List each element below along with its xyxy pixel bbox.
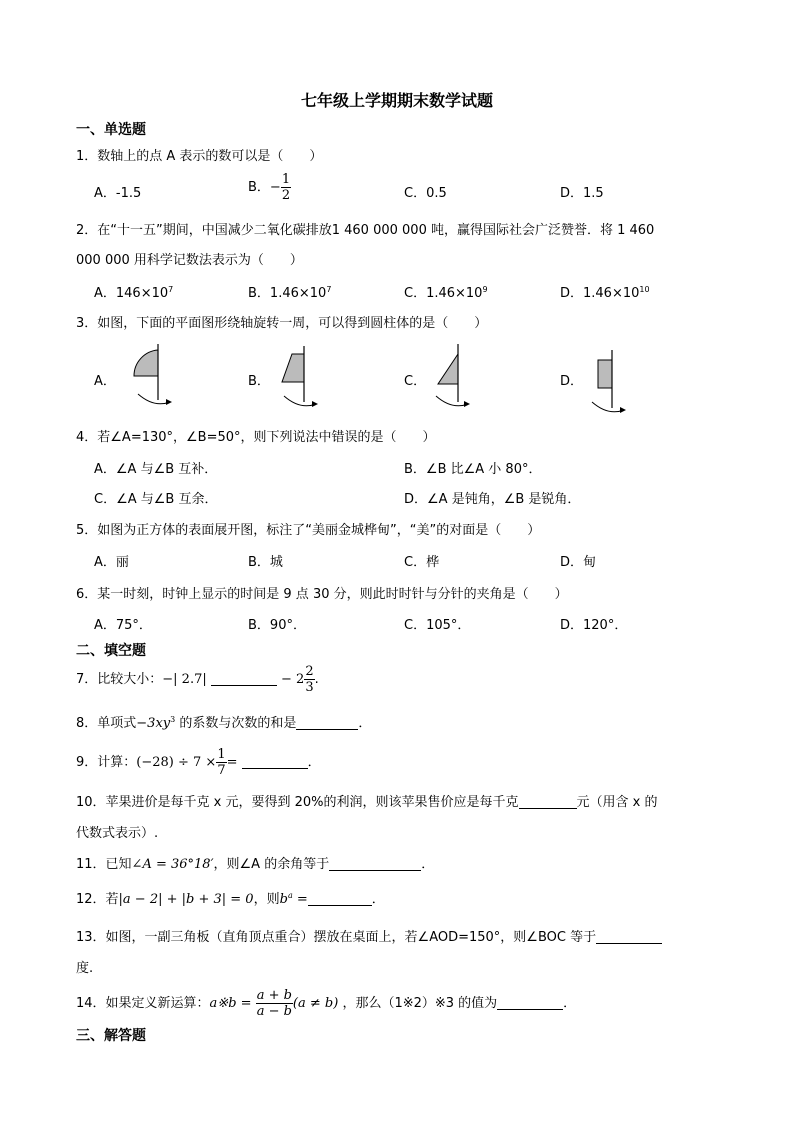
q1-option-d: D．1.5	[560, 186, 604, 201]
q8	[76, 712, 371, 731]
q7-expression-right: − 2	[281, 672, 305, 687]
q4-option-a: A．∠A 与∠B 互补．	[94, 462, 218, 477]
q1-option-c: C．0.5	[404, 186, 447, 201]
q3-figure-a-quarter-circle	[128, 344, 178, 414]
fraction-denominator: 3	[305, 680, 314, 695]
q3-option-c: C．	[404, 374, 427, 389]
q10-line2: 代数式表示）.	[76, 826, 159, 841]
q1-stem: 1．数轴上的点 A 表示的数可以是（ ）	[76, 149, 323, 164]
q1-option-b-label: B．	[248, 180, 270, 195]
q13-text: 13．如图，一副三角板（直角顶点重合）摆放在桌面上，若∠AOD=150°，则∠BOC 等于	[76, 930, 597, 945]
q1-option-b-minus: −	[269, 180, 281, 195]
q8-exponent: 3	[170, 715, 176, 724]
q1-option-a: A．-1.5	[94, 186, 142, 201]
q14-condition: (a ≠ b)	[292, 996, 339, 1011]
q9-fraction	[216, 747, 226, 778]
fraction-numerator: 2	[305, 664, 314, 679]
q3-figure-b-trapezoid	[274, 344, 324, 414]
q2-option-c	[404, 282, 488, 301]
q2-option-d	[560, 282, 650, 301]
q10-line1	[76, 791, 658, 810]
q4-option-c: C．∠A 与∠B 互余．	[94, 492, 218, 507]
q14-definition-lhs: a※b =	[209, 996, 252, 1011]
q9-label: 9．计算：	[76, 755, 137, 770]
q14-text: ，那么（1※2）※3 的值为	[342, 996, 498, 1011]
q7-answer-blank[interactable]	[211, 671, 277, 686]
q2-option-d-text: D．1.46×10	[560, 286, 640, 301]
fraction-numerator: 1	[281, 172, 291, 187]
q3-option-d: D．	[560, 374, 584, 389]
q6-option-c: C．105°．	[404, 618, 471, 633]
q13-line2: 度.	[76, 961, 94, 976]
q8-label: 8．单项式	[76, 716, 137, 731]
q12	[76, 888, 385, 907]
q7-end: .	[314, 672, 319, 687]
q2-option-c-exponent: 9	[482, 285, 488, 294]
q9	[76, 747, 321, 778]
q14-end: ．	[563, 996, 577, 1011]
q4-stem: 4．若∠A=130°，∠B=50°，则下列说法中错误的是（ ）	[76, 430, 436, 445]
q2-option-a-text: A．146×10	[94, 286, 169, 301]
q7-expression-left: −| 2.7|	[162, 672, 207, 687]
fraction-denominator: 7	[217, 763, 226, 778]
q13-answer-blank[interactable]	[596, 929, 662, 944]
q3-option-b: B．	[248, 374, 270, 389]
q8-text: 的系数与次数的和是	[175, 716, 297, 731]
q14-fraction	[256, 988, 293, 1019]
q14	[76, 988, 576, 1019]
q11	[76, 853, 434, 872]
q11-label: 11．已知	[76, 857, 132, 872]
q10-text: 10．苹果进价是每千克 x 元，要得到 20%的利润，则该苹果售价应是每千克	[76, 795, 519, 810]
q12-answer-blank[interactable]	[308, 891, 372, 906]
q2-stem-line1: 2．在“十一五”期间，中国减少二氧化碳排放1 460 000 000 吨，赢得国际社会广泛赞誉．将 1 460	[76, 223, 655, 238]
q12-base: b	[279, 892, 288, 907]
q10-tail: 元（用含 x 的	[576, 795, 658, 810]
q11-end: ．	[421, 857, 435, 872]
q2-option-b	[248, 282, 331, 301]
q2-option-b-exponent: 7	[326, 285, 332, 294]
q2-option-a	[94, 282, 173, 301]
q12-exponent: a	[287, 891, 293, 900]
q4-option-d: D．∠A 是钝角，∠B 是锐角．	[404, 492, 581, 507]
q5-option-b: B．城	[248, 555, 283, 570]
q6-option-a: A．75°．	[94, 618, 152, 633]
q12-label: 12．若	[76, 892, 119, 907]
q3-option-a: A．	[94, 374, 116, 389]
section-heading-single-choice: 一、单选题	[76, 122, 146, 138]
q13-line1	[76, 926, 662, 945]
q9-answer-blank[interactable]	[242, 754, 308, 769]
q9-equals: =	[226, 755, 238, 770]
q7-fraction	[304, 664, 314, 695]
q11-text: ，则∠A 的余角等于	[213, 857, 330, 872]
q11-answer-blank[interactable]	[329, 856, 421, 871]
fraction-denominator: 2	[281, 188, 291, 203]
q1-option-b-fraction	[281, 172, 291, 203]
q12-equation: |a − 2| + |b + 3| = 0	[118, 892, 254, 907]
q14-answer-blank[interactable]	[497, 995, 563, 1010]
q7-label: 7．比较大小：	[76, 672, 163, 687]
fraction-numerator: 1	[217, 747, 226, 762]
q8-monomial: −3xy	[136, 716, 171, 731]
q12-equals: =	[292, 892, 308, 907]
fraction-numerator: a + b	[256, 988, 292, 1003]
q10-answer-blank[interactable]	[519, 794, 577, 809]
q2-option-d-exponent: 10	[639, 285, 650, 294]
q8-answer-blank[interactable]	[296, 715, 358, 730]
section-heading-fill-in: 二、填空题	[76, 643, 146, 659]
q6-stem: 6．某一时刻，时钟上显示的时间是 9 点 30 分，则此时时针与分针的夹角是（ ）	[76, 587, 568, 602]
q2-option-c-text: C．1.46×10	[404, 286, 483, 301]
q7	[76, 664, 319, 695]
q6-option-b: B．90°．	[248, 618, 306, 633]
q3-stem: 3．如图，下面的平面图形绕轴旋转一周，可以得到圆柱体的是（ ）	[76, 316, 488, 331]
q2-option-a-exponent: 7	[168, 285, 174, 294]
q12-end: ．	[371, 892, 385, 907]
section-heading-solve: 三、解答题	[76, 1028, 146, 1044]
q5-option-c: C．桦	[404, 555, 440, 570]
q8-end: ．	[358, 716, 372, 731]
q12-text: ，则	[253, 892, 280, 907]
q11-angle-expression: ∠A = 36°18′	[131, 857, 214, 872]
q5-option-a: A．丽	[94, 555, 129, 570]
q1-option-b	[248, 172, 291, 203]
q9-expression: (−28) ÷ 7 ×	[136, 755, 217, 770]
q9-end: ．	[307, 755, 321, 770]
fraction-denominator: a − b	[256, 1004, 292, 1019]
q14-label: 14．如果定义新运算：	[76, 996, 210, 1011]
q3-figure-c-triangle	[428, 344, 478, 414]
q3-figure-d-rectangle	[586, 344, 636, 420]
page-title: 七年级上学期期末数学试题	[300, 91, 493, 110]
q6-option-d: D．120°．	[560, 618, 628, 633]
q5-stem: 5．如图为正方体的表面展开图，标注了“美丽金城桦甸”，“美”的对面是（ ）	[76, 523, 541, 538]
q2-stem-line2: 000 000 用科学记数法表示为（ ）	[76, 253, 303, 268]
q2-option-b-text: B．1.46×10	[248, 286, 327, 301]
q4-option-b: B．∠B 比∠A 小 80°．	[404, 462, 542, 477]
q5-option-d: D．甸	[560, 555, 597, 570]
